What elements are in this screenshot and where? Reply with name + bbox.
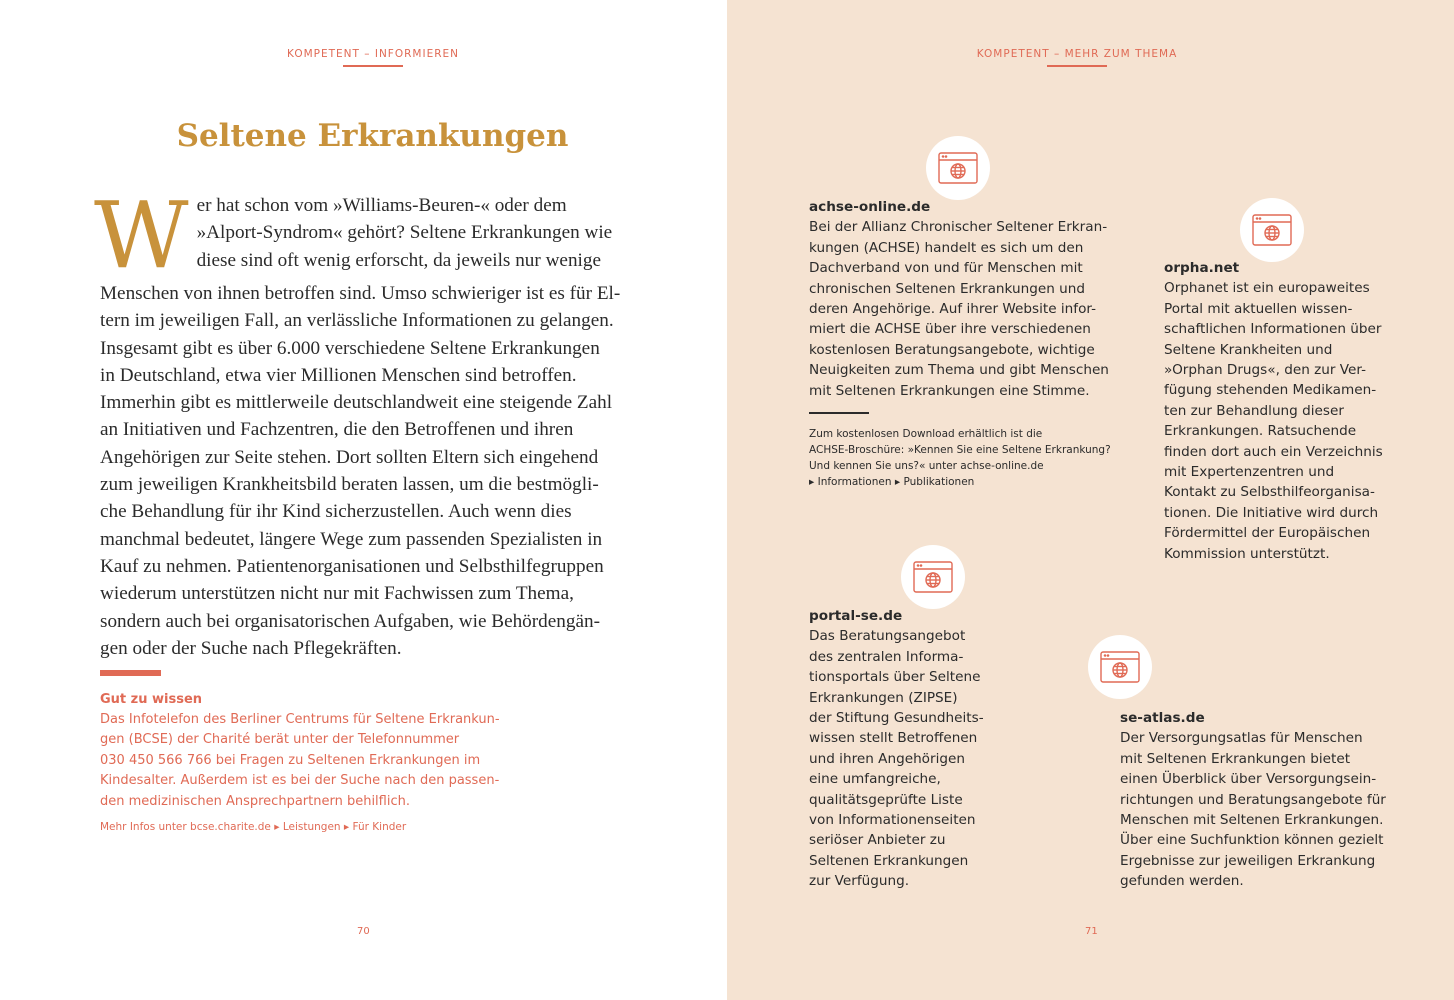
entry-line: Erkrankungen. Ratsuchende [1164,423,1357,440]
page-number-right: 71 [1085,926,1098,937]
tip-line: Das Infotelefon des Berliner Centrums für Seltene Erkrankun- [100,712,500,727]
entry-line: tionsportals über Seltene [809,669,981,686]
note-line: ACHSE-Broschüre: »Kennen Sie eine Seltene Erkrankung? [809,444,1111,456]
body-line: an Initiativen und Fachzentren, die den Betroffenen und ihren [100,419,574,441]
entry-line: Seltene Krankheiten und [1164,341,1333,358]
browser-globe-icon [1088,635,1152,699]
entry-line: kostenlosen Beratungsangebote, wichtige [809,341,1095,358]
body-line: Kauf zu nehmen. Patientenorganisationen und Selbsthilfegruppen [100,555,604,577]
body-line: che Behandlung für ihr Kind sicherzustellen. Auch wenn dies [100,501,572,523]
entry-line: Kommission unterstützt. [1164,545,1330,562]
entry-line: Ergebnisse zur jeweiligen Erkrankung [1120,852,1376,869]
page-number-left: 70 [357,926,370,937]
entry-line: Menschen mit Seltenen Erkrankungen. [1120,812,1384,829]
body-line: tern im jeweiligen Fall, an verlässliche Informationen zu gelangen. [100,310,614,332]
entry-site: orpha.net [1164,260,1240,276]
running-head-text: KOMPETENT – MEHR ZUM THEMA [976,48,1178,60]
page-title: Seltene Erkrankungen [176,118,569,154]
download-note [809,426,1129,490]
entry-line: Bei der Allianz Chronischer Seltener Erkran- [809,219,1108,236]
body-line: Angehörigen zur Seite stehen. Dort sollten Eltern sich eingehend [100,446,599,468]
entry-portal-se [809,606,1029,892]
entry-line: mit Seltenen Erkrankungen bietet [1120,750,1351,767]
entry-line: einen Überblick über Versorgungsein- [1120,771,1377,788]
entry-line: seriöser Anbieter zu [809,832,946,849]
entry-line: des zentralen Informa- [809,648,964,665]
body-line: sondern auch bei organisatorischen Aufgaben, wie Behördengän- [100,610,600,632]
entry-line: Über eine Suchfunktion können gezielt [1120,832,1384,849]
body-line: in Deutschland, etwa vier Millionen Menschen sind betroffen. [100,364,577,386]
note-rule [809,412,869,414]
entry-line: ten zur Behandlung dieser [1164,402,1344,419]
entry-site: portal-se.de [809,608,903,624]
entry-line: eine umfangreiche, [809,771,941,788]
entry-line: kungen (ACHSE) handelt es sich um den [809,239,1084,256]
body-text [94,182,648,662]
browser-globe-icon [901,545,965,609]
entry-line: von Informationenseiten [809,812,976,829]
body-line: Insgesamt gibt es über 6.000 verschiedene Seltene Erkrankungen [100,337,600,359]
body-line: manchmal bedeutet, längere Wege zum passenden Spezialisten in [100,528,603,550]
entry-line: deren Angehörige. Auf ihrer Website infor- [809,301,1097,318]
entry-line: Neuigkeiten zum Thema und gibt Menschen [809,362,1109,379]
body-line: er hat schon vom »Williams-Beuren-« oder dem [196,195,567,216]
entry-line: mit Seltenen Erkrankungen eine Stimme. [809,382,1090,399]
tip-line: 030 450 566 766 bei Fragen zu Seltenen Erkrankungen im [100,752,481,768]
entry-line: richtungen und Beratungsangebote für [1120,791,1386,808]
right-page [727,0,1454,1000]
entry-line: Der Versorgungsatlas für Menschen [1120,730,1363,747]
entry-line: chronischen Seltenen Erkrankungen und [809,280,1085,297]
note-line: Und kennen Sie uns?« unter achse-online.de [809,460,1044,472]
entry-site: se-atlas.de [1120,710,1205,726]
entry-line: Das Beratungsangebot [809,628,966,645]
entry-line: qualitätsgeprüfte Liste [809,791,963,808]
entry-site: achse-online.de [809,199,931,215]
tip-line: den medizinischen Ansprechpartnern behilflich. [100,793,410,809]
entry-line: schaftlichen Informationen über [1164,321,1382,338]
note-line: ▸ Informationen ▸ Publikationen [809,476,975,488]
entry-line: gefunden werden. [1120,873,1244,890]
tip-line: gen (BCSE) der Charité berät unter der Telefonnummer [100,732,460,748]
entry-line: mit Expertenzentren und [1164,464,1335,481]
body-line: Immerhin gibt es mittlerweile deutschlandweit eine steigende Zahl [100,392,613,414]
tip-more-info: Mehr Infos unter bcse.charite.de ▸ Leistungen ▸ Für Kinder [100,821,407,833]
entry-achse [809,197,1129,401]
body-line: »Alport-Syndrom« gehört? Seltene Erkrankungen wie [196,222,613,244]
entry-line: zur Verfügung. [809,873,910,890]
browser-globe-icon [926,136,990,200]
tip-heading: Gut zu wissen [100,692,203,707]
body-line: zum jeweiligen Krankheitsbild beraten lassen, um die bestmögli- [100,474,599,496]
browser-globe-icon [1240,198,1304,262]
entry-line: Portal mit aktuellen wissen- [1164,300,1353,317]
entry-line: finden dort auch ein Verzeichnis [1164,443,1383,460]
note-line: Zum kostenlosen Download erhältlich ist die [809,428,1043,440]
entry-line: »Orphan Drugs«, den zur Ver- [1164,362,1367,379]
entry-line: miert die ACHSE über ihre verschiedenen [809,321,1091,338]
entry-line: Kontakt zu Selbsthilfeorganisa- [1164,484,1375,501]
entry-line: tionen. Die Initiative wird durch [1164,504,1379,521]
entry-line: Seltenen Erkrankungen [809,852,969,869]
drop-cap: W [94,182,189,289]
entry-line: Dachverband von und für Menschen mit [809,260,1083,277]
entry-line: wissen stellt Betroffenen [809,730,978,747]
running-head-rule [1047,65,1107,67]
tip-line: Kindesalter. Außerdem ist es bei der Suche nach den passen- [100,773,500,789]
running-head-rule [343,65,403,67]
running-head-left [273,48,473,67]
entry-orpha [1164,258,1414,564]
accent-bar [100,670,161,676]
body-line: Menschen von ihnen betroffen sind. Umso schwieriger ist es für El- [100,283,621,304]
entry-line: und ihren Angehörigen [809,750,965,767]
body-line: gen oder der Suche nach Pflegekräften. [100,637,402,659]
running-head-text: KOMPETENT – INFORMIEREN [287,48,459,60]
tip-body [100,710,530,812]
entry-se-atlas [1120,708,1420,892]
running-head-right [957,48,1197,67]
entry-line: Erkrankungen (ZIPSE) [809,689,958,706]
entry-line: Fördermittel der Europäischen [1164,525,1371,542]
body-line: diese sind oft wenig erforscht, da jeweils nur wenige [196,249,601,271]
body-line: wiederum unterstützen nicht nur mit Fachwissen zum Thema, [100,583,574,605]
entry-line: Orphanet ist ein europaweites [1164,280,1370,297]
entry-line: der Stiftung Gesundheits- [809,710,984,727]
entry-line: fügung stehenden Medikamen- [1164,382,1377,399]
